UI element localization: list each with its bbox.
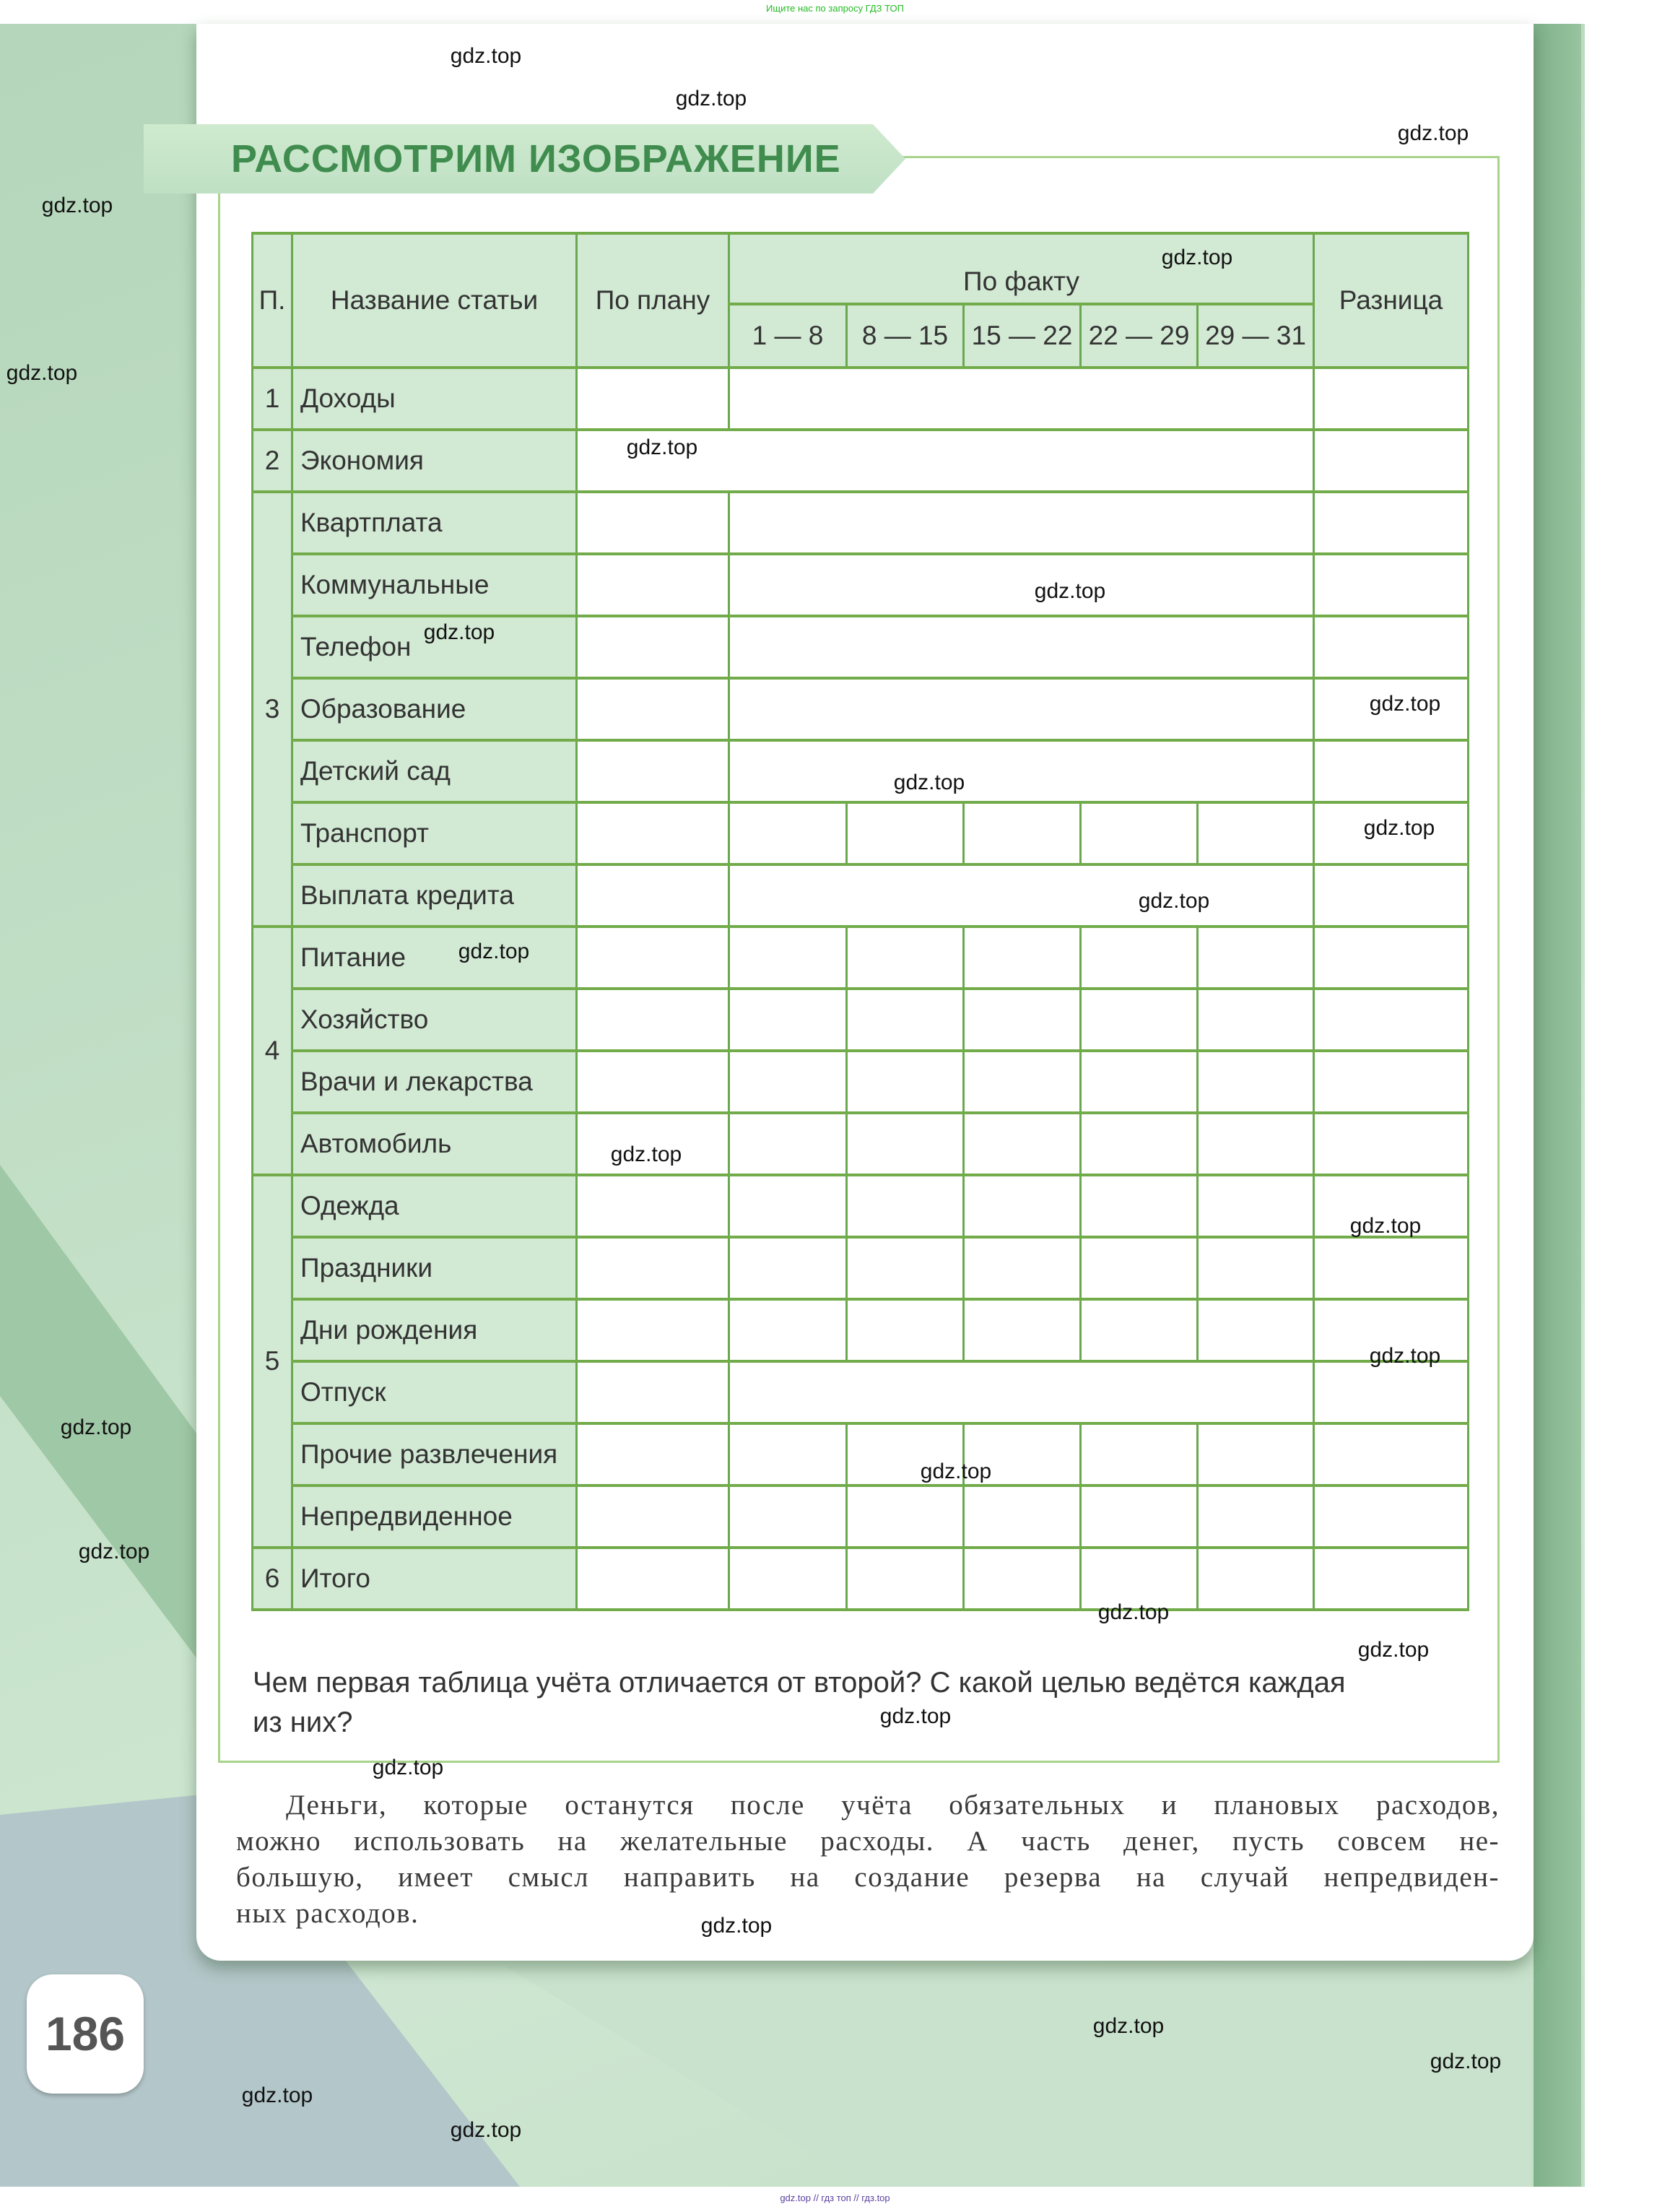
page-number: 186 <box>27 1974 144 2094</box>
fact-cell <box>729 1175 847 1237</box>
watermark: gdz.top <box>458 940 530 963</box>
fact-cell <box>729 864 1314 927</box>
fact-cell <box>729 1485 847 1548</box>
watermark: gdz.top <box>610 1142 682 1166</box>
plan-cell <box>577 864 729 927</box>
fact-cell <box>964 802 1081 864</box>
plan-cell <box>577 1051 729 1113</box>
fact-cell <box>1081 989 1198 1051</box>
watermark: gdz.top <box>450 44 522 68</box>
diff-cell <box>1314 740 1469 802</box>
table-row <box>253 1485 1469 1548</box>
fact-cell <box>1198 1423 1314 1485</box>
diff-cell <box>1314 492 1469 554</box>
fact-cell <box>847 1175 964 1237</box>
plan-cell <box>577 989 729 1051</box>
fact-cell <box>964 927 1081 989</box>
fact-cell <box>729 492 1314 554</box>
header-num: П. <box>253 233 292 368</box>
row-label: Транспорт <box>292 802 577 864</box>
fact-cell <box>1081 1485 1198 1548</box>
table-row <box>253 864 1469 927</box>
fact-cell <box>729 1548 847 1610</box>
fact-cell <box>729 740 1314 802</box>
diff-cell <box>1314 368 1469 430</box>
diff-cell <box>1314 927 1469 989</box>
watermark: gdz.top <box>372 1756 444 1779</box>
table-row <box>253 740 1469 802</box>
watermark: gdz.top <box>41 194 113 217</box>
header-fact: По факту <box>729 233 1314 304</box>
row-label: Праздники <box>292 1237 577 1299</box>
fact-cell <box>729 1051 847 1113</box>
paragraph-line: Деньги, которые останутся после учёта обязательных и плановых расходов, <box>286 1790 1500 1821</box>
fact-cell <box>729 1113 847 1175</box>
group-number: 2 <box>253 430 292 492</box>
table-row <box>253 1237 1469 1299</box>
watermark: gdz.top <box>1092 2014 1165 2038</box>
diff-cell <box>1314 1361 1469 1423</box>
fact-cell <box>1198 989 1314 1051</box>
fact-cell <box>1081 1299 1198 1361</box>
watermark: gdz.top <box>1369 692 1441 716</box>
fact-cell <box>847 927 964 989</box>
fact-cell <box>1198 1175 1314 1237</box>
table-row <box>253 1423 1469 1485</box>
table-row <box>253 927 1469 989</box>
fact-cell <box>964 1299 1081 1361</box>
plan-cell <box>577 1361 729 1423</box>
diff-cell <box>1314 616 1469 678</box>
fact-cell <box>847 1548 964 1610</box>
row-label: Отпуск <box>292 1361 577 1423</box>
fact-cell <box>1081 1113 1198 1175</box>
watermark: gdz.top <box>893 771 965 794</box>
watermark: gdz.top <box>1397 121 1469 145</box>
watermark: gdz.top <box>1097 1600 1170 1624</box>
plan-cell <box>577 492 729 554</box>
diff-cell <box>1314 1485 1469 1548</box>
fact-cell <box>1198 1548 1314 1610</box>
watermark: gdz.top <box>1138 889 1210 913</box>
fact-cell <box>1081 1051 1198 1113</box>
fact-cell <box>1081 802 1198 864</box>
group-number: 4 <box>253 927 292 1175</box>
row-label: Одежда <box>292 1175 577 1237</box>
fact-cell <box>1198 1237 1314 1299</box>
plan-cell <box>577 1175 729 1237</box>
plan-cell <box>577 554 729 616</box>
table-row <box>253 1113 1469 1175</box>
diff-cell <box>1314 1548 1469 1610</box>
row-label: Детский сад <box>292 740 577 802</box>
footer-note: gdz.top // гдз топ // гдз.top <box>780 2193 890 2203</box>
fact-cell <box>1198 1113 1314 1175</box>
table-row <box>253 368 1469 430</box>
watermark: gdz.top <box>1357 1638 1430 1662</box>
table-header-row <box>253 233 1469 304</box>
watermark: gdz.top <box>1430 2050 1502 2073</box>
fact-cell <box>1198 1299 1314 1361</box>
watermark: gdz.top <box>1369 1344 1441 1368</box>
row-label: Непредвиденное <box>292 1485 577 1548</box>
question-line: Чем первая таблица учёта отличается от второй? С какой целью ведётся каждая <box>253 1667 1346 1699</box>
watermark: gdz.top <box>6 361 78 385</box>
fact-cell <box>729 1361 1314 1423</box>
watermark: gdz.top <box>450 2118 522 2142</box>
row-label: Прочие развлечения <box>292 1423 577 1485</box>
row-label: Итого <box>292 1548 577 1610</box>
fact-cell <box>847 1485 964 1548</box>
fact-cell <box>847 1237 964 1299</box>
fact-cell <box>729 616 1314 678</box>
fact-cell <box>729 368 1314 430</box>
table-row <box>253 1051 1469 1113</box>
table-row <box>253 1361 1469 1423</box>
plan-cell <box>577 368 729 430</box>
fact-cell <box>847 802 964 864</box>
fact-cell <box>964 1051 1081 1113</box>
plan-cell <box>577 802 729 864</box>
plan-cell <box>577 678 729 740</box>
row-label: Коммунальные <box>292 554 577 616</box>
paragraph-line: можно использовать на желательные расходы. А часть денег, пусть совсем не- <box>236 1826 1500 1857</box>
table-row <box>253 678 1469 740</box>
row-label: Выплата кредита <box>292 864 577 927</box>
watermark: gdz.top <box>60 1415 132 1439</box>
table-row <box>253 554 1469 616</box>
diff-cell <box>1314 1113 1469 1175</box>
fact-cell <box>1198 802 1314 864</box>
watermark: gdz.top <box>1349 1214 1422 1238</box>
fact-cell <box>964 989 1081 1051</box>
fact-cell <box>1198 1051 1314 1113</box>
budget-table <box>251 232 1469 1611</box>
plan-cell <box>577 740 729 802</box>
watermark: gdz.top <box>423 620 495 644</box>
fact-cell <box>964 1175 1081 1237</box>
watermark: gdz.top <box>920 1460 992 1483</box>
fact-cell <box>1081 1423 1198 1485</box>
plan-cell <box>577 1237 729 1299</box>
fact-cell <box>729 1423 847 1485</box>
section-title: РАССМОТРИМ ИЗОБРАЖЕНИЕ <box>231 137 841 181</box>
diff-cell <box>1314 1237 1469 1299</box>
header-period: 29 — 31 <box>1198 304 1314 368</box>
fact-cell <box>1081 1175 1198 1237</box>
paragraph-line: большую, имеет смысл направить на создание резерва на случай непредвиден- <box>236 1862 1500 1893</box>
diff-cell <box>1314 989 1469 1051</box>
row-label: Экономия <box>292 430 577 492</box>
row-label: Питание <box>292 927 577 989</box>
table-row <box>253 802 1469 864</box>
fact-cell <box>1081 1237 1198 1299</box>
fact-cell <box>729 1299 847 1361</box>
header-period: 22 — 29 <box>1081 304 1198 368</box>
watermark: gdz.top <box>78 1540 150 1563</box>
group-number: 5 <box>253 1175 292 1548</box>
fact-cell <box>964 1548 1081 1610</box>
fact-cell <box>729 802 847 864</box>
fact-cell <box>729 989 847 1051</box>
fact-cell <box>729 927 847 989</box>
row-label: Квартплата <box>292 492 577 554</box>
header-period: 8 — 15 <box>847 304 964 368</box>
header-period: 1 — 8 <box>729 304 847 368</box>
fact-cell <box>847 1051 964 1113</box>
plan-cell <box>577 1548 729 1610</box>
table-row <box>253 989 1469 1051</box>
fact-cell <box>1081 927 1198 989</box>
row-label: Хозяйство <box>292 989 577 1051</box>
fact-cell <box>964 1485 1081 1548</box>
row-label: Образование <box>292 678 577 740</box>
plan-cell <box>577 927 729 989</box>
watermark: gdz.top <box>1363 816 1435 840</box>
fact-cell <box>1198 1485 1314 1548</box>
fact-cell <box>847 1299 964 1361</box>
watermark: gdz.top <box>1034 579 1106 603</box>
fact-cell <box>729 1237 847 1299</box>
top-notice: Ищите нас по запросу ГДЗ ТОП <box>766 3 904 14</box>
group-number: 6 <box>253 1548 292 1610</box>
row-label: Доходы <box>292 368 577 430</box>
fact-cell <box>964 1113 1081 1175</box>
body-paragraph <box>236 1787 1500 1932</box>
plan-cell <box>577 1299 729 1361</box>
plan-cell <box>577 616 729 678</box>
table-row-total <box>253 1548 1469 1610</box>
watermark: gdz.top <box>700 1914 773 1938</box>
diff-cell <box>1314 1051 1469 1113</box>
fact-cell <box>1198 927 1314 989</box>
row-label: Автомобиль <box>292 1113 577 1175</box>
diff-cell <box>1314 554 1469 616</box>
watermark: gdz.top <box>879 1704 952 1728</box>
group-number: 1 <box>253 368 292 430</box>
diff-cell <box>1314 1423 1469 1485</box>
page-edge-band <box>1534 24 1581 2187</box>
row-label: Дни рождения <box>292 1299 577 1361</box>
plan-cell <box>577 1423 729 1485</box>
diff-cell <box>1314 430 1469 492</box>
header-name: Название статьи <box>292 233 577 368</box>
header-period: 15 — 22 <box>964 304 1081 368</box>
row-label: Врачи и лекарства <box>292 1051 577 1113</box>
question-text <box>253 1663 1480 1743</box>
table-row <box>253 430 1469 492</box>
table-row <box>253 1175 1469 1237</box>
diff-cell <box>1314 864 1469 927</box>
watermark: gdz.top <box>626 435 698 459</box>
watermark: gdz.top <box>675 87 747 110</box>
watermark: gdz.top <box>1161 246 1233 269</box>
group-number: 3 <box>253 492 292 927</box>
fact-cell <box>729 678 1314 740</box>
header-plan: По плану <box>577 233 729 368</box>
question-line: из них? <box>253 1706 353 1738</box>
fact-cell <box>964 1237 1081 1299</box>
header-diff: Разница <box>1314 233 1469 368</box>
fact-cell <box>847 1113 964 1175</box>
fact-cell <box>729 554 1314 616</box>
paragraph-line: ных расходов. <box>236 1898 419 1929</box>
row-label: Телефон <box>292 616 577 678</box>
plan-cell <box>577 1485 729 1548</box>
table-row <box>253 1299 1469 1361</box>
watermark: gdz.top <box>241 2083 313 2107</box>
fact-cell <box>847 989 964 1051</box>
table-row <box>253 492 1469 554</box>
